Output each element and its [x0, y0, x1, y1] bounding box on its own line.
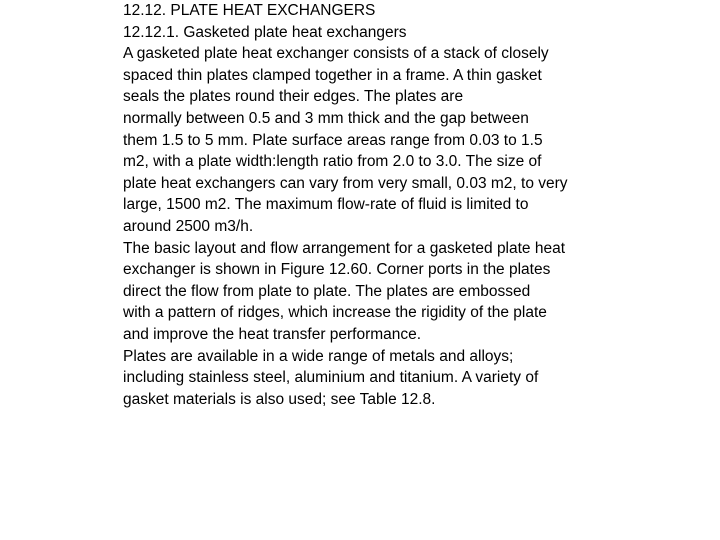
- section-title: 12.12. PLATE HEAT EXCHANGERS: [123, 2, 376, 19]
- paragraph-layout: The basic layout and flow arrangement for a gasketed plate heat exchanger is shown in Figure 12.60. Corner ports in the plates direct the flow from plate to plate. The plates are embossed with a pattern of ridges, which increase the rigidity of the plate and improve the heat transfer performance.: [123, 239, 566, 343]
- paragraph-materials: Plates are available in a wide range of metals and alloys; including stainless steel, aluminium and titanium. A variety of gasket materials is also used; see Table 12.8.: [123, 347, 539, 408]
- document-body: [123, 0, 713, 410]
- paragraph-overview: A gasketed plate heat exchanger consists of a stack of closely spaced thin plates clamped together in a frame. A thin gasket seals the plates round their edges. The plates are normally between 0.5 and 3 mm thick and the gap between them 1.5 to 5 mm. Plate surface areas range from 0.03 to 1.5 m2, with a plate width:length ratio from 2.0 to 3.0. The size of plate heat exchangers can vary from very small, 0.03 m2, to very large, 1500 m2. The maximum flow-rate of fluid is limited to around 2500 m3/h.: [123, 45, 568, 235]
- subsection-title: 12.12.1. Gasketed plate heat exchangers: [123, 23, 407, 41]
